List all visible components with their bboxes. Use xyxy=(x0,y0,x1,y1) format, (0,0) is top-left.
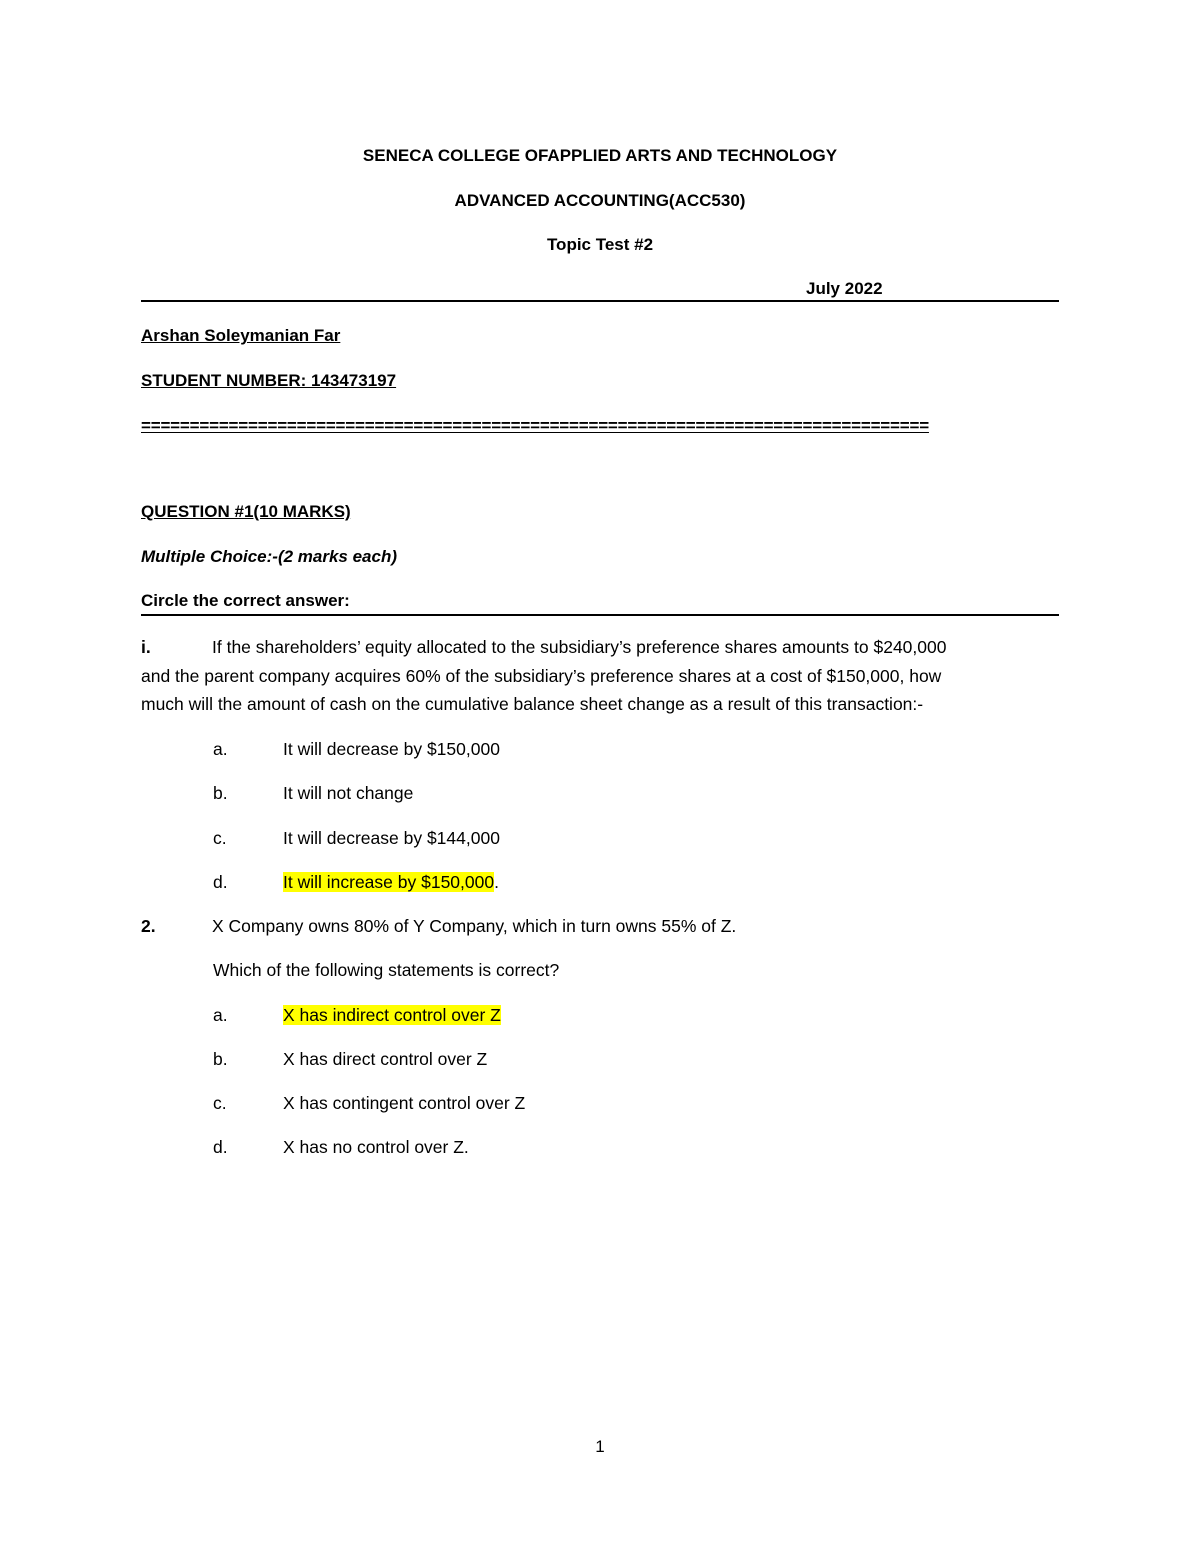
question-1-text-line-1: If the shareholders’ equity allocated to the subsidiary’s preference shares amounts to $240,000 xyxy=(212,637,947,657)
q1-option-d-letter[interactable]: d. xyxy=(213,872,228,892)
section-subtitle: Multiple Choice:-(2 marks each) xyxy=(141,547,398,566)
q2-option-a[interactable] xyxy=(283,1005,501,1026)
q1-option-c-text[interactable]: It will decrease by $144,000 xyxy=(283,828,500,848)
test-title: Topic Test #2 xyxy=(546,235,654,254)
student-name: Arshan Soleymanian Far xyxy=(141,326,341,345)
q2-option-c-letter[interactable]: c. xyxy=(213,1093,227,1113)
q1-option-a-letter[interactable]: a. xyxy=(213,739,228,759)
instruction-rule xyxy=(141,614,1059,616)
question-2-text-line-2: Which of the following statements is correct? xyxy=(213,960,560,980)
q2-option-d-text[interactable]: X has no control over Z. xyxy=(283,1137,469,1157)
course-title: ADVANCED ACCOUNTING(ACC530) xyxy=(454,191,746,210)
question-2 xyxy=(141,916,736,937)
q1-option-d-text-highlighted: It will increase by $150,000 xyxy=(283,872,495,892)
section-title: QUESTION #1(10 MARKS) xyxy=(141,502,351,521)
college-title: SENECA COLLEGE OFAPPLIED ARTS AND TECHNOLOGY xyxy=(362,146,838,165)
q2-option-d-letter[interactable]: d. xyxy=(213,1137,228,1157)
q1-option-a-text[interactable]: It will decrease by $150,000 xyxy=(283,739,500,759)
q2-option-b-text[interactable]: X has direct control over Z xyxy=(283,1049,488,1069)
question-1-text-line-2: and the parent company acquires 60% of the subsidiary’s preference shares at a cost of $150,000, how xyxy=(141,665,942,686)
header-rule xyxy=(141,300,1059,302)
test-date: July 2022 xyxy=(806,279,883,298)
question-1-number: i. xyxy=(141,637,151,657)
q2-option-a-text-highlighted: X has indirect control over Z xyxy=(283,1005,501,1025)
question-1-text-line-3: much will the amount of cash on the cumulative balance sheet change as a result of this transaction:- xyxy=(141,694,924,714)
page-number: 1 xyxy=(595,1437,605,1456)
student-number: STUDENT NUMBER: 143473197 xyxy=(141,371,397,390)
q1-option-c-letter[interactable]: c. xyxy=(213,828,227,848)
question-2-text-line-1: X Company owns 80% of Y Company, which in turn owns 55% of Z. xyxy=(212,916,737,936)
question-2-number: 2. xyxy=(141,916,156,936)
q2-option-b-letter[interactable]: b. xyxy=(213,1049,228,1069)
q1-option-d-suffix: . xyxy=(494,872,499,892)
q1-option-d[interactable] xyxy=(283,872,499,893)
q2-option-c-text[interactable]: X has contingent control over Z xyxy=(283,1093,526,1113)
question-1 xyxy=(141,633,1059,719)
separator-line: ================================================================================= xyxy=(141,416,929,435)
q1-option-b-text[interactable]: It will not change xyxy=(283,783,414,803)
section-instruction: Circle the correct answer: xyxy=(141,591,350,610)
q2-option-a-letter[interactable]: a. xyxy=(213,1005,228,1025)
q1-option-b-letter[interactable]: b. xyxy=(213,783,228,803)
